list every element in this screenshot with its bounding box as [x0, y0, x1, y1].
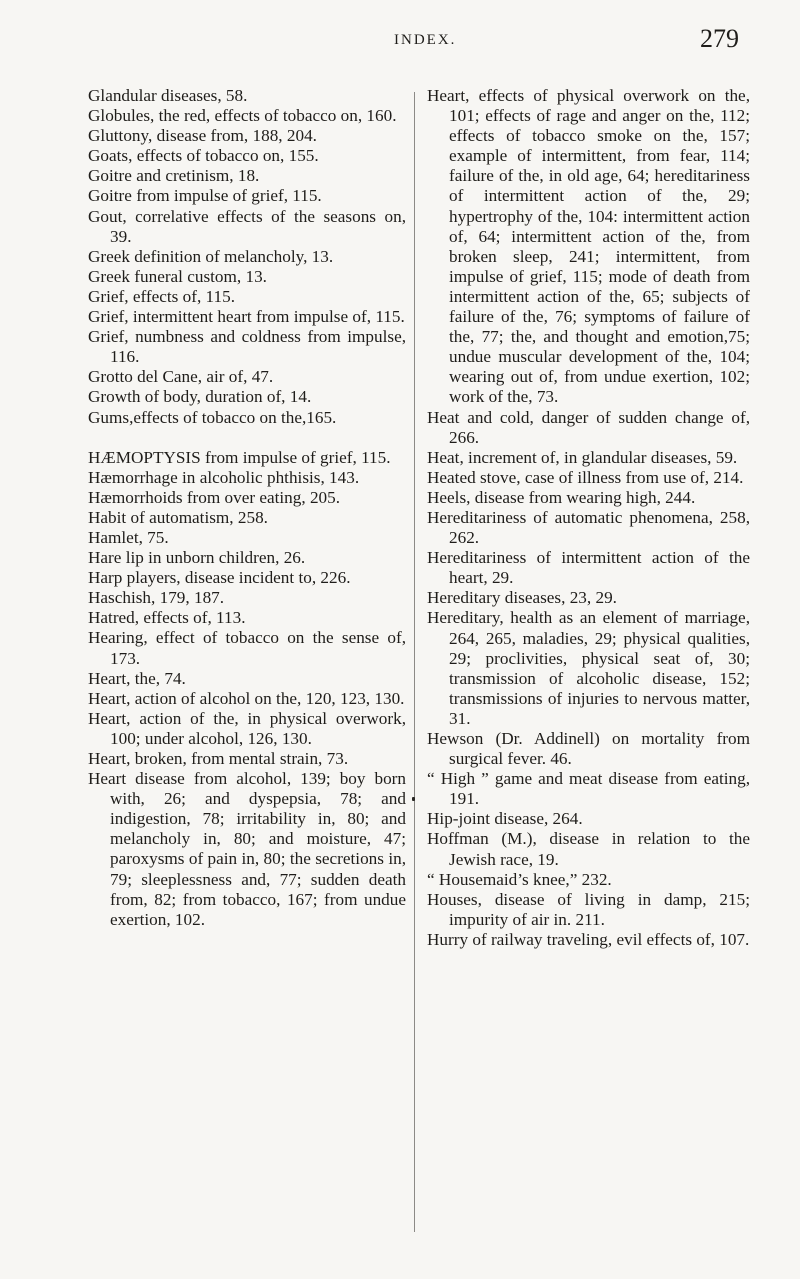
index-entry: Globules, the red, effects of tobacco on, 160.	[88, 106, 397, 126]
index-entry: Hatred, effects of, 113.	[88, 608, 246, 628]
left-column	[88, 86, 406, 930]
index-entry: Harp players, disease incident to, 226.	[88, 568, 351, 588]
index-entry: Gout, correlative effects of the seasons on, 39.	[88, 206, 406, 246]
index-entry: Gums,effects of tobacco on the,165.	[88, 407, 337, 427]
index-entry: Hewson (Dr. Addinell) on mortality from surgical fever. 46.	[427, 729, 750, 769]
column-divider	[414, 92, 415, 1232]
index-entry: Hæmorrhage in alcoholic phthisis, 143.	[88, 467, 360, 487]
index-entry: Hæmorrhoids from over eating, 205.	[88, 487, 341, 507]
index-entry: Hurry of railway traveling, evil effects of, 107.	[427, 929, 750, 949]
index-entry: Heat, increment of, in glandular diseases, 59.	[427, 447, 738, 467]
index-entry: Heart, action of alcohol on the, 120, 123, 130.	[88, 688, 405, 708]
index-entry: Goats, effects of tobacco on, 155.	[88, 146, 319, 166]
right-column	[427, 86, 750, 950]
index-entry: Hearing, effect of tobacco on the sense of, 173.	[88, 628, 406, 668]
index-entry: Heart, action of the, in physical overwork, 100; under alcohol, 126, 130.	[88, 708, 406, 748]
index-entry: Grief, effects of, 115.	[88, 286, 235, 306]
index-entry: Heart, broken, from mental strain, 73.	[88, 749, 349, 768]
index-entry: Heart, effects of physical overwork on the, 101; effects of rage and anger on the, 112; effects of tobacco smoke on the, 157; example of intermittent, from fear, 114; failure of the, in old age, 64; hereditariness of intermittent action of the, 29; hypertrophy of the, 104: intermittent action of, 64; intermittent action of the, from broken sleep, 241; intermittent, from impulse of grief, 115; mode of death from intermittent action of the, 65; subjects of failure of the, 76; symptoms of failure of the, 77; the, and thought and emotion,75; undue muscular development of the, 104; wearing out of, from undue exertion, 102; work of the, 73.	[427, 86, 750, 407]
index-entry: Gluttony, disease from, 188, 204.	[88, 126, 317, 146]
index-entry: Goitre and cretinism, 18.	[88, 166, 260, 186]
index-entry: Grotto del Cane, air of, 47.	[88, 367, 274, 387]
index-entry: Growth of body, duration of, 14.	[88, 387, 312, 407]
index-entry: Heat and cold, danger of sudden change of, 266.	[427, 407, 750, 447]
print-speck	[412, 797, 415, 801]
index-entry: Hereditariness of automatic phenomena, 258, 262.	[427, 507, 750, 548]
running-title: INDEX.	[394, 32, 457, 48]
index-entry: Greek funeral custom, 13.	[88, 266, 267, 286]
index-entry: Grief, intermittent heart from impulse of, 115.	[88, 307, 405, 327]
index-entry: “ Housemaid’s knee,” 232.	[427, 869, 612, 889]
index-entry: Heart disease from alcohol, 139; boy born with, 26; and dyspepsia, 78; and indigestion, 78; irritability in, 80; and melancholy in, 80; and moisture, 47; paroxysms of pain in, 80; the secretions in, 79; sleeplessness and, 77; sudden death from, 82; from tobacco, 167; from undue exertion, 102.	[88, 769, 406, 929]
index-entry: Haschish, 179, 187.	[88, 588, 225, 608]
index-entry: Hereditariness of intermittent action of the heart, 29.	[427, 548, 750, 588]
index-entry: Hereditary diseases, 23, 29.	[427, 588, 617, 608]
index-entry: Heated stove, case of illness from use of, 214.	[427, 467, 744, 487]
index-entry: Heart, the, 74.	[88, 668, 186, 688]
index-entry: Grief, numbness and coldness from impulse, 116.	[88, 327, 406, 367]
index-entry: Hare lip in unborn children, 26.	[88, 548, 306, 568]
index-entry: Hamlet, 75.	[88, 527, 169, 547]
index-entry: Goitre from impulse of grief, 115.	[88, 186, 322, 206]
index-entry: Hereditary, health as an element of marriage, 264, 265, maladies, 29; physical qualities, 29; proclivities, physical seat of, 30; transmission of alcoholic disease, 152; transmissions of injuries to nervous matter, 31.	[427, 608, 750, 728]
index-entry: Hoffman (M.), disease in relation to the Jewish race, 19.	[427, 829, 750, 869]
index-entry: “ High ” game and meat disease from eating, 191.	[427, 769, 750, 809]
index-entry: Heels, disease from wearing high, 244.	[427, 487, 696, 507]
index-entry: Habit of automatism, 258.	[88, 507, 268, 527]
index-entry: Greek definition of melancholy, 13.	[88, 246, 334, 266]
index-entry: Glandular diseases, 58.	[88, 86, 248, 105]
page-number: 279	[700, 24, 739, 53]
page-header	[0, 10, 800, 66]
index-entry: Houses, disease of living in damp, 215; impurity of air in. 211.	[427, 889, 750, 929]
index-entry: Hip-joint disease, 264.	[427, 809, 583, 829]
index-entry: HÆMOPTYSIS from impulse of grief, 115.	[88, 447, 391, 467]
